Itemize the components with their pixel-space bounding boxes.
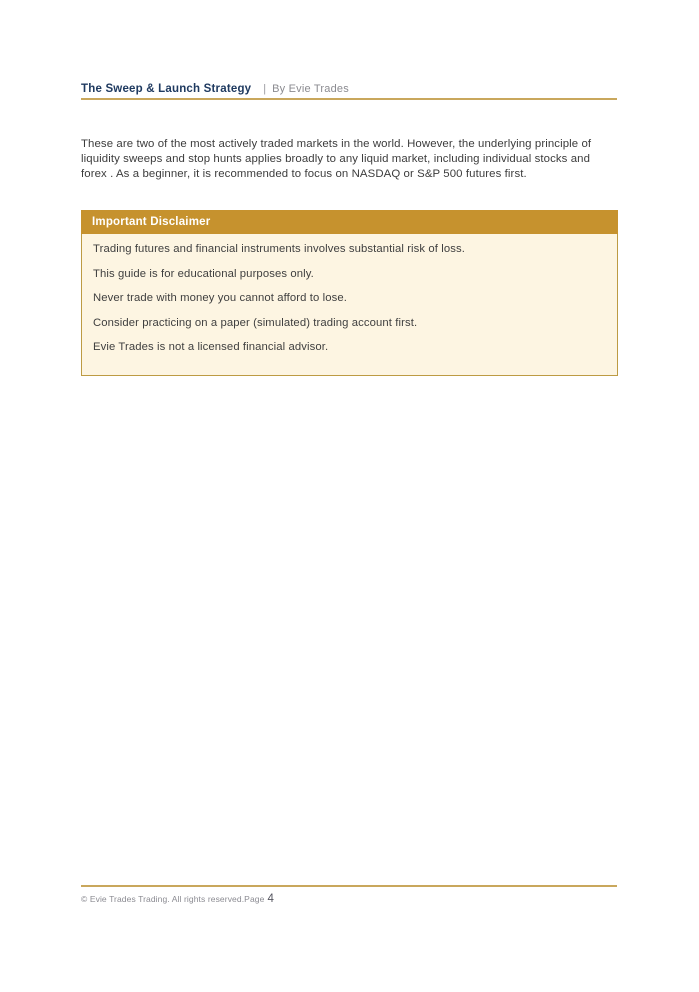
page-label: Page — [244, 894, 265, 904]
page-footer — [81, 893, 274, 905]
author-byline: By Evie Trades — [272, 83, 349, 95]
disclaimer-item: Trading futures and financial instruments involves substantial risk of loss. — [93, 243, 465, 255]
disclaimer-item: Evie Trades is not a licensed financial advisor. — [93, 341, 329, 353]
page-number: 4 — [267, 893, 274, 905]
document-title: The Sweep & Launch Strategy — [81, 83, 252, 95]
disclaimer-body — [81, 234, 618, 376]
page-header — [81, 83, 617, 95]
intro-paragraph: These are two of the most actively traded markets in the world. However, the underlying principle of liquidity sweeps and stop hunts applies broadly to any liquid market, including individual stocks and forex . As a beginner, it is recommended to focus on NASDAQ or S&P 500 futures first. — [81, 138, 592, 180]
disclaimer-item: Consider practicing on a paper (simulated) trading account first. — [93, 316, 418, 329]
disclaimer-title: Important Disclaimer — [81, 210, 618, 234]
copyright-text: © Evie Trades Trading. All rights reserved. — [81, 894, 245, 904]
disclaimer-item: Never trade with money you cannot afford to lose. — [93, 292, 347, 304]
disclaimer-box — [81, 210, 618, 376]
header-separator: | — [263, 83, 267, 95]
header-divider — [81, 98, 617, 100]
footer-divider — [81, 885, 617, 887]
disclaimer-item: This guide is for educational purposes only. — [93, 267, 314, 280]
